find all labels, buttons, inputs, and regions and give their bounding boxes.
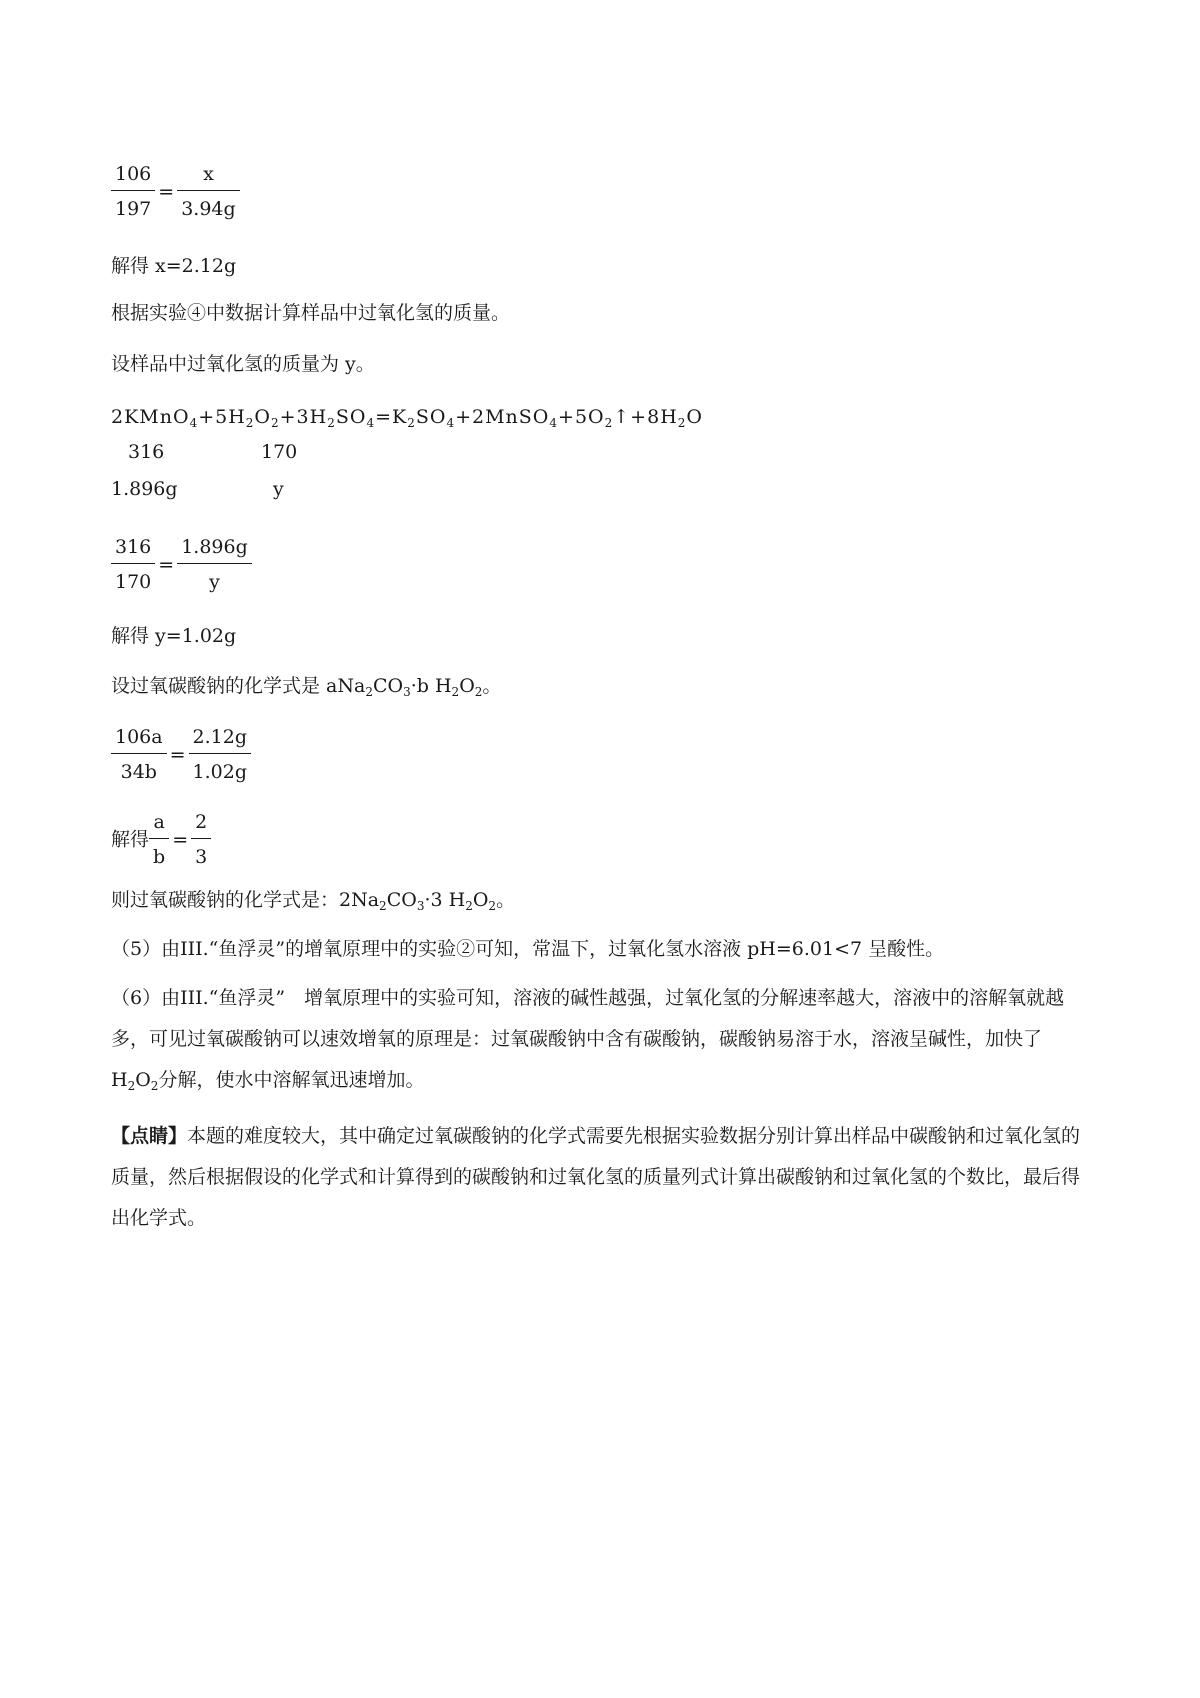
mass-kmno4: 1.896g [111,478,178,500]
fraction-ratio-mass: $\frac{106a}{34b}$ = $\frac{2.12g}{1.02g}$ [111,725,251,784]
molar-mass-kmno4: 316 [128,441,165,463]
comment-label: 【点睛】 [111,1125,188,1147]
comment-paragraph: 【点睛】本题的难度较大，其中确定过氧碳酸钠的化学式需要先根据实验数据分别计算出样品中碳酸钠和过氧化氢的质量，然后根据假设的化学式和计算得到的碳酸钠和过氧化氢的质量列式计算出碳酸钠和过氧化氢的个数比，最后得出化学式。 [111,1125,1081,1229]
fraction-x: $\frac{106}{197}$ = $\frac{x}{3.94g}$ [111,162,240,221]
mass-h2o2-var: y [273,478,284,500]
solve-y-line: 解得 y=1.02g [111,625,237,647]
molar-mass-h2o2: 170 [261,441,298,463]
fraction-y: $\frac{316}{170}$ = $\frac{1.896g}{y}$ [111,535,252,594]
paragraph-5: （5）由III.“鱼浮灵”的增氧原理中的实验②可知，常温下，过氧化氢水溶液 pH=6.01<7 呈酸性。 [111,938,945,960]
calc-h2o2-line: 根据实验④中数据计算样品中过氧化氢的质量。 [111,302,511,324]
paragraph-6: （6）由III.“鱼浮灵” 增氧原理中的实验可知，溶液的碱性越强，过氧化氢的分解速率越大，溶液中的溶解氧就越多，可见过氧碳酸钠可以速效增氧的原理是：过氧碳酸钠中含有碳酸钠，碳酸钠易溶于水，溶液呈碱性，加快了 $H_2O_2$分解，使水中溶解氧迅速增加。 [111,987,1065,1093]
solve-ratio-line: 解得 $\frac{a}{b}$ = $\frac{2}{3}$ [111,810,211,869]
let-formula-line: 设过氧碳酸钠的化学式是 $aNa_2CO_3\cdot b$ $H_2O_2$。 [111,675,502,699]
let-y-line: 设样品中过氧化氢的质量为 y。 [111,353,375,375]
chemical-equation: $2KMnO_4+5H_2O_2+3H_2SO_4=K_2SO_4+2MnSO_4+5O_2↑+8H_2O$ [111,406,703,430]
result-formula-line: 则过氧碳酸钠的化学式是：$2Na_2CO_3\cdot 3$ $H_2O_2$。 [111,889,516,913]
solve-x-line: 解得 x=2.12g [111,255,237,277]
